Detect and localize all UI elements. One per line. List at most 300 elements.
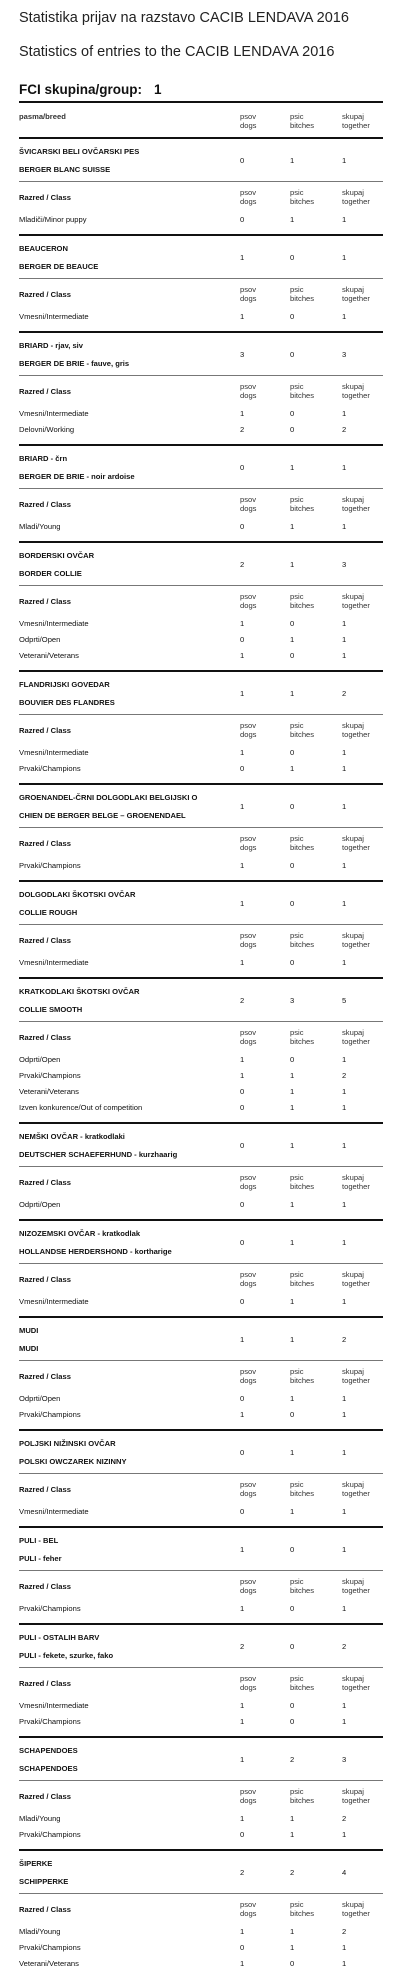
breed-name-fci: MUDI [19,1344,39,1353]
breed-total-count: 2 [342,689,347,698]
breed-name-fci: CHIEN DE BERGER BELGE – GROENENDAEL [19,811,186,820]
class-bitches-header [290,1028,314,1046]
class-dogs-count: 0 [240,1103,245,1112]
dogs-header-en: dogs [240,1683,257,1692]
breed-bitches-count: 0 [290,802,295,811]
dogs-header-en: dogs [240,1489,257,1498]
dogs-header-en: dogs [240,1909,257,1918]
breed-dogs-count: 0 [240,156,245,165]
bitches-header-sl: psic [290,592,304,601]
class-separator [19,488,383,489]
class-column-header: Razred / Class [19,387,71,396]
breed-separator [19,670,383,672]
dogs-header-en: dogs [240,940,257,949]
class-bitches-header [290,495,314,513]
class-bitches-count: 0 [290,1701,295,1710]
class-bitches-header [290,382,314,400]
together-header-sl: skupaj [342,1028,364,1037]
class-bitches-header [290,188,314,206]
class-bitches-count: 0 [290,958,295,967]
breed-bitches-count: 1 [290,1141,295,1150]
class-bitches-count: 0 [290,651,295,660]
breed-dogs-count: 1 [240,253,245,262]
class-name: Prvaki/Champions [19,1943,81,1952]
breed-total-count: 3 [342,1755,347,1764]
bitches-header-en: bitches [290,121,315,130]
class-together-header [342,931,370,949]
class-separator [19,1166,383,1167]
class-name: Odprti/Open [19,1394,61,1403]
bitches-header-en: bitches [290,1376,315,1385]
class-dogs-count: 1 [240,958,245,967]
dogs-header-sl: psov [240,592,257,601]
class-name: Prvaki/Champions [19,861,81,870]
class-bitches-header [290,834,314,852]
class-name: Odprti/Open [19,1200,61,1209]
header-rule [19,101,383,103]
class-dogs-count: 1 [240,1717,245,1726]
breed-dogs-count: 0 [240,463,245,472]
class-name: Vmesni/Intermediate [19,748,89,757]
class-name: Odprti/Open [19,635,61,644]
class-name: Vmesni/Intermediate [19,619,89,628]
class-separator [19,1780,383,1781]
breed-name-local: DOLGODLAKI ŠKOTSKI OVČAR [19,890,136,899]
class-total-count: 1 [342,619,347,628]
class-dogs-count: 1 [240,1959,245,1968]
class-total-count: 1 [342,635,347,644]
class-total-count: 1 [342,1297,347,1306]
class-dogs-count: 1 [240,1410,245,1419]
breed-bitches-count: 1 [290,1335,295,1344]
breed-name-fci: COLLIE ROUGH [19,908,78,917]
bitches-header-en: bitches [290,1909,315,1918]
breed-bitches-count: 1 [290,560,295,569]
bitches-header-en: bitches [290,391,315,400]
breed-dogs-count: 0 [240,1141,245,1150]
breed-name-local: PULI - OSTALIH BARV [19,1633,100,1642]
class-bitches-count: 0 [290,1717,295,1726]
class-dogs-header [240,1900,256,1918]
class-bitches-count: 1 [290,1507,295,1516]
class-dogs-count: 1 [240,861,245,870]
bitches-column-header [290,112,314,130]
together-column-header [342,112,370,130]
breed-bitches-count: 0 [290,253,295,262]
bitches-header-en: bitches [290,294,315,303]
class-name: Vmesni/Intermediate [19,958,89,967]
together-header-sl: skupaj [342,112,364,121]
bitches-header-en: bitches [290,1037,315,1046]
together-header-en: together [342,1182,370,1191]
class-dogs-header [240,1480,256,1498]
dogs-header-sl: psov [240,834,257,843]
class-bitches-count: 1 [290,1394,295,1403]
class-together-header [342,1367,370,1385]
class-bitches-header [290,1270,314,1288]
breed-name-fci: BORDER COLLIE [19,569,82,578]
class-dogs-header [240,1674,256,1692]
class-column-header: Razred / Class [19,1582,71,1591]
bitches-header-sl: psic [290,495,304,504]
dogs-header-en: dogs [240,1182,257,1191]
class-bitches-count: 0 [290,1055,295,1064]
class-bitches-count: 0 [290,748,295,757]
together-header-en: together [342,940,370,949]
class-name: Mladiči/Minor puppy [19,215,87,224]
class-bitches-count: 1 [290,1943,295,1952]
class-separator [19,1893,383,1894]
class-name: Veterani/Veterans [19,1087,79,1096]
class-column-header: Razred / Class [19,1485,71,1494]
bitches-header-en: bitches [290,940,315,949]
breed-dogs-count: 2 [240,996,245,1005]
class-column-header: Razred / Class [19,1372,71,1381]
class-separator [19,585,383,586]
class-bitches-header [290,1900,314,1918]
class-dogs-count: 0 [240,1830,245,1839]
dogs-header-en: dogs [240,391,257,400]
breed-name-local: BRIARD - črn [19,454,68,463]
class-dogs-count: 0 [240,635,245,644]
class-dogs-count: 1 [240,1927,245,1936]
class-total-count: 1 [342,1717,347,1726]
class-total-count: 1 [342,1959,347,1968]
dogs-header-en: dogs [240,121,257,130]
breed-name-fci: HOLLANDSE HERDERSHOND - kortharige [19,1247,172,1256]
bitches-header-sl: psic [290,382,304,391]
class-dogs-header [240,1577,256,1595]
class-together-header [342,1900,370,1918]
breed-name-local: GROENANDEL-ČRNI DOLGODLAKI BELGIJSKI O [19,793,198,802]
class-bitches-count: 0 [290,619,295,628]
class-bitches-count: 0 [290,1410,295,1419]
bitches-header-en: bitches [290,843,315,852]
dogs-column-header [240,112,256,130]
together-header-en: together [342,1376,370,1385]
title-slovenian: Statistika prijav na razstavo CACIB LENDAVA 2016 [19,10,349,26]
class-separator [19,714,383,715]
class-dogs-header [240,1028,256,1046]
breed-separator [19,880,383,882]
breed-name-local: ŠIPERKE [19,1859,53,1868]
class-together-header [342,495,370,513]
class-bitches-count: 1 [290,1103,295,1112]
class-total-count: 1 [342,748,347,757]
breed-dogs-count: 1 [240,1335,245,1344]
breed-bitches-count: 1 [290,1448,295,1457]
bitches-header-en: bitches [290,730,315,739]
class-total-count: 1 [342,215,347,224]
bitches-header-sl: psic [290,1270,304,1279]
together-header-sl: skupaj [342,495,364,504]
together-header-sl: skupaj [342,931,364,940]
breed-bitches-count: 2 [290,1868,295,1877]
class-together-header [342,1173,370,1191]
class-name: Veterani/Veterans [19,651,79,660]
breed-separator [19,331,383,333]
fci-group-value: 1 [154,82,162,97]
together-header-sl: skupaj [342,721,364,730]
bitches-header-en: bitches [290,1586,315,1595]
dogs-header-en: dogs [240,601,257,610]
class-together-header [342,834,370,852]
class-column-header: Razred / Class [19,1178,71,1187]
class-total-count: 1 [342,1410,347,1419]
class-bitches-header [290,1173,314,1191]
bitches-header-en: bitches [290,504,315,513]
together-header-sl: skupaj [342,188,364,197]
class-column-header: Razred / Class [19,597,71,606]
together-header-sl: skupaj [342,1480,364,1489]
class-separator [19,1667,383,1668]
class-total-count: 1 [342,522,347,531]
dogs-header-sl: psov [240,188,257,197]
breed-name-local: BRIARD - rjav, siv [19,341,84,350]
breed-name-fci: BOUVIER DES FLANDRES [19,698,115,707]
class-together-header [342,1480,370,1498]
class-name: Prvaki/Champions [19,1830,81,1839]
together-header-sl: skupaj [342,1173,364,1182]
dogs-header-sl: psov [240,1270,257,1279]
class-together-header [342,1270,370,1288]
class-bitches-count: 1 [290,1927,295,1936]
together-header-sl: skupaj [342,1577,364,1586]
breed-dogs-count: 2 [240,1868,245,1877]
dogs-header-sl: psov [240,1787,257,1796]
class-bitches-header [290,931,314,949]
class-dogs-count: 0 [240,1943,245,1952]
dogs-header-en: dogs [240,197,257,206]
together-header-sl: skupaj [342,592,364,601]
class-bitches-count: 1 [290,522,295,531]
class-dogs-count: 1 [240,1055,245,1064]
class-bitches-count: 1 [290,1814,295,1823]
class-bitches-count: 0 [290,861,295,870]
together-header-sl: skupaj [342,1270,364,1279]
breed-name-fci: BERGER BLANC SUISSE [19,165,111,174]
breed-name-local: PULI - BEL [19,1536,59,1545]
breed-total-count: 3 [342,350,347,359]
dogs-header-sl: psov [240,112,257,121]
class-name: Odprti/Open [19,1055,61,1064]
class-separator [19,375,383,376]
breed-bitches-count: 0 [290,350,295,359]
breed-dogs-count: 0 [240,1238,245,1247]
class-total-count: 1 [342,958,347,967]
bitches-header-en: bitches [290,1683,315,1692]
breed-name-local: BORDERSKI OVČAR [19,551,95,560]
class-dogs-header [240,592,256,610]
breed-total-count: 1 [342,253,347,262]
class-bitches-header [290,1367,314,1385]
together-header-sl: skupaj [342,1367,364,1376]
class-dogs-count: 1 [240,1604,245,1613]
together-header-en: together [342,601,370,610]
class-total-count: 1 [342,1200,347,1209]
breed-total-count: 3 [342,560,347,569]
class-bitches-count: 1 [290,764,295,773]
class-bitches-header [290,285,314,303]
dogs-header-sl: psov [240,1577,257,1586]
class-dogs-count: 1 [240,651,245,660]
class-total-count: 1 [342,1943,347,1952]
breed-name-fci: SCHIPPERKE [19,1877,69,1886]
breed-name-fci: BERGER DE BRIE - noir ardoise [19,472,135,481]
breed-column-header: pasma/breed [19,112,66,121]
class-total-count: 1 [342,1830,347,1839]
class-bitches-count: 1 [290,635,295,644]
class-dogs-header [240,382,256,400]
class-dogs-count: 1 [240,1071,245,1080]
class-total-count: 1 [342,1507,347,1516]
class-name: Vmesni/Intermediate [19,1507,89,1516]
together-header-en: together [342,1909,370,1918]
dogs-header-en: dogs [240,730,257,739]
dogs-header-sl: psov [240,285,257,294]
fci-group-label: FCI skupina/group: [19,82,142,97]
breed-name-fci: DEUTSCHER SCHAEFERHUND - kurzhaarig [19,1150,178,1159]
breed-name-local: KRATKODLAKI ŠKOTSKI OVČAR [19,987,140,996]
breed-separator [19,137,383,139]
breed-total-count: 1 [342,802,347,811]
class-dogs-count: 1 [240,619,245,628]
together-header-en: together [342,197,370,206]
breed-separator [19,1849,383,1851]
class-total-count: 2 [342,1071,347,1080]
together-header-sl: skupaj [342,1674,364,1683]
class-bitches-count: 0 [290,1959,295,1968]
breed-dogs-count: 1 [240,899,245,908]
class-total-count: 1 [342,409,347,418]
breed-total-count: 1 [342,899,347,908]
breed-separator [19,541,383,543]
class-name: Mladi/Young [19,1814,61,1823]
bitches-header-en: bitches [290,1489,315,1498]
dogs-header-en: dogs [240,1279,257,1288]
class-total-count: 1 [342,764,347,773]
class-name: Vmesni/Intermediate [19,1297,89,1306]
class-together-header [342,1787,370,1805]
class-dogs-header [240,1787,256,1805]
together-header-sl: skupaj [342,834,364,843]
class-dogs-header [240,188,256,206]
breed-name-local: FLANDRIJSKI GOVEDAR [19,680,110,689]
class-bitches-header [290,1480,314,1498]
class-total-count: 1 [342,1055,347,1064]
breed-dogs-count: 1 [240,802,245,811]
together-header-sl: skupaj [342,1787,364,1796]
breed-separator [19,234,383,236]
breed-bitches-count: 3 [290,996,295,1005]
class-name: Vmesni/Intermediate [19,1701,89,1710]
class-name: Mladi/Young [19,1927,61,1936]
breed-total-count: 4 [342,1868,347,1877]
class-column-header: Razred / Class [19,1792,71,1801]
class-total-count: 1 [342,1087,347,1096]
dogs-header-en: dogs [240,1586,257,1595]
bitches-header-sl: psic [290,931,304,940]
dogs-header-sl: psov [240,1028,257,1037]
fci-group-heading [19,82,162,97]
class-total-count: 2 [342,1927,347,1936]
dogs-header-sl: psov [240,1674,257,1683]
together-header-en: together [342,121,370,130]
breed-separator [19,1526,383,1528]
together-header-en: together [342,294,370,303]
class-dogs-count: 1 [240,409,245,418]
class-dogs-header [240,285,256,303]
breed-bitches-count: 1 [290,689,295,698]
class-dogs-count: 0 [240,1394,245,1403]
class-dogs-count: 1 [240,312,245,321]
dogs-header-en: dogs [240,504,257,513]
dogs-header-en: dogs [240,1796,257,1805]
dogs-header-en: dogs [240,1037,257,1046]
breed-dogs-count: 1 [240,689,245,698]
class-dogs-header [240,931,256,949]
breed-total-count: 1 [342,463,347,472]
together-header-en: together [342,1683,370,1692]
class-column-header: Razred / Class [19,839,71,848]
class-dogs-count: 0 [240,215,245,224]
class-column-header: Razred / Class [19,1033,71,1042]
dogs-header-sl: psov [240,721,257,730]
class-together-header [342,1577,370,1595]
class-bitches-header [290,721,314,739]
class-bitches-count: 0 [290,425,295,434]
together-header-en: together [342,391,370,400]
together-header-en: together [342,1037,370,1046]
bitches-header-sl: psic [290,834,304,843]
class-name: Izven konkurence/Out of competition [19,1103,143,1112]
class-bitches-count: 0 [290,409,295,418]
class-bitches-count: 1 [290,1087,295,1096]
class-total-count: 1 [342,1394,347,1403]
breed-name-local: ŠVICARSKI BELI OVČARSKI PES [19,147,140,156]
class-column-header: Razred / Class [19,726,71,735]
breed-name-local: NIZOZEMSKI OVČAR - kratkodlak [19,1229,141,1238]
breed-separator [19,1429,383,1431]
class-dogs-header [240,834,256,852]
breed-total-count: 1 [342,1545,347,1554]
together-header-en: together [342,1796,370,1805]
class-column-header: Razred / Class [19,290,71,299]
breed-separator [19,1219,383,1221]
together-header-sl: skupaj [342,285,364,294]
breed-separator [19,444,383,446]
class-bitches-count: 0 [290,1604,295,1613]
breed-total-count: 2 [342,1642,347,1651]
breed-name-local: MUDI [19,1326,39,1335]
breed-total-count: 1 [342,1448,347,1457]
bitches-header-sl: psic [290,1028,304,1037]
breed-name-local: NEMŠKI OVČAR - kratkodlaki [19,1132,125,1141]
class-name: Prvaki/Champions [19,1410,81,1419]
class-together-header [342,721,370,739]
class-together-header [342,382,370,400]
class-name: Prvaki/Champions [19,1071,81,1080]
breed-total-count: 1 [342,1141,347,1150]
breed-bitches-count: 1 [290,156,295,165]
breed-name-local: BEAUCERON [19,244,68,253]
dogs-header-en: dogs [240,843,257,852]
breed-name-fci: COLLIE SMOOTH [19,1005,83,1014]
class-column-header: Razred / Class [19,936,71,945]
class-dogs-count: 0 [240,1507,245,1516]
breed-separator [19,783,383,785]
breed-bitches-count: 0 [290,1642,295,1651]
